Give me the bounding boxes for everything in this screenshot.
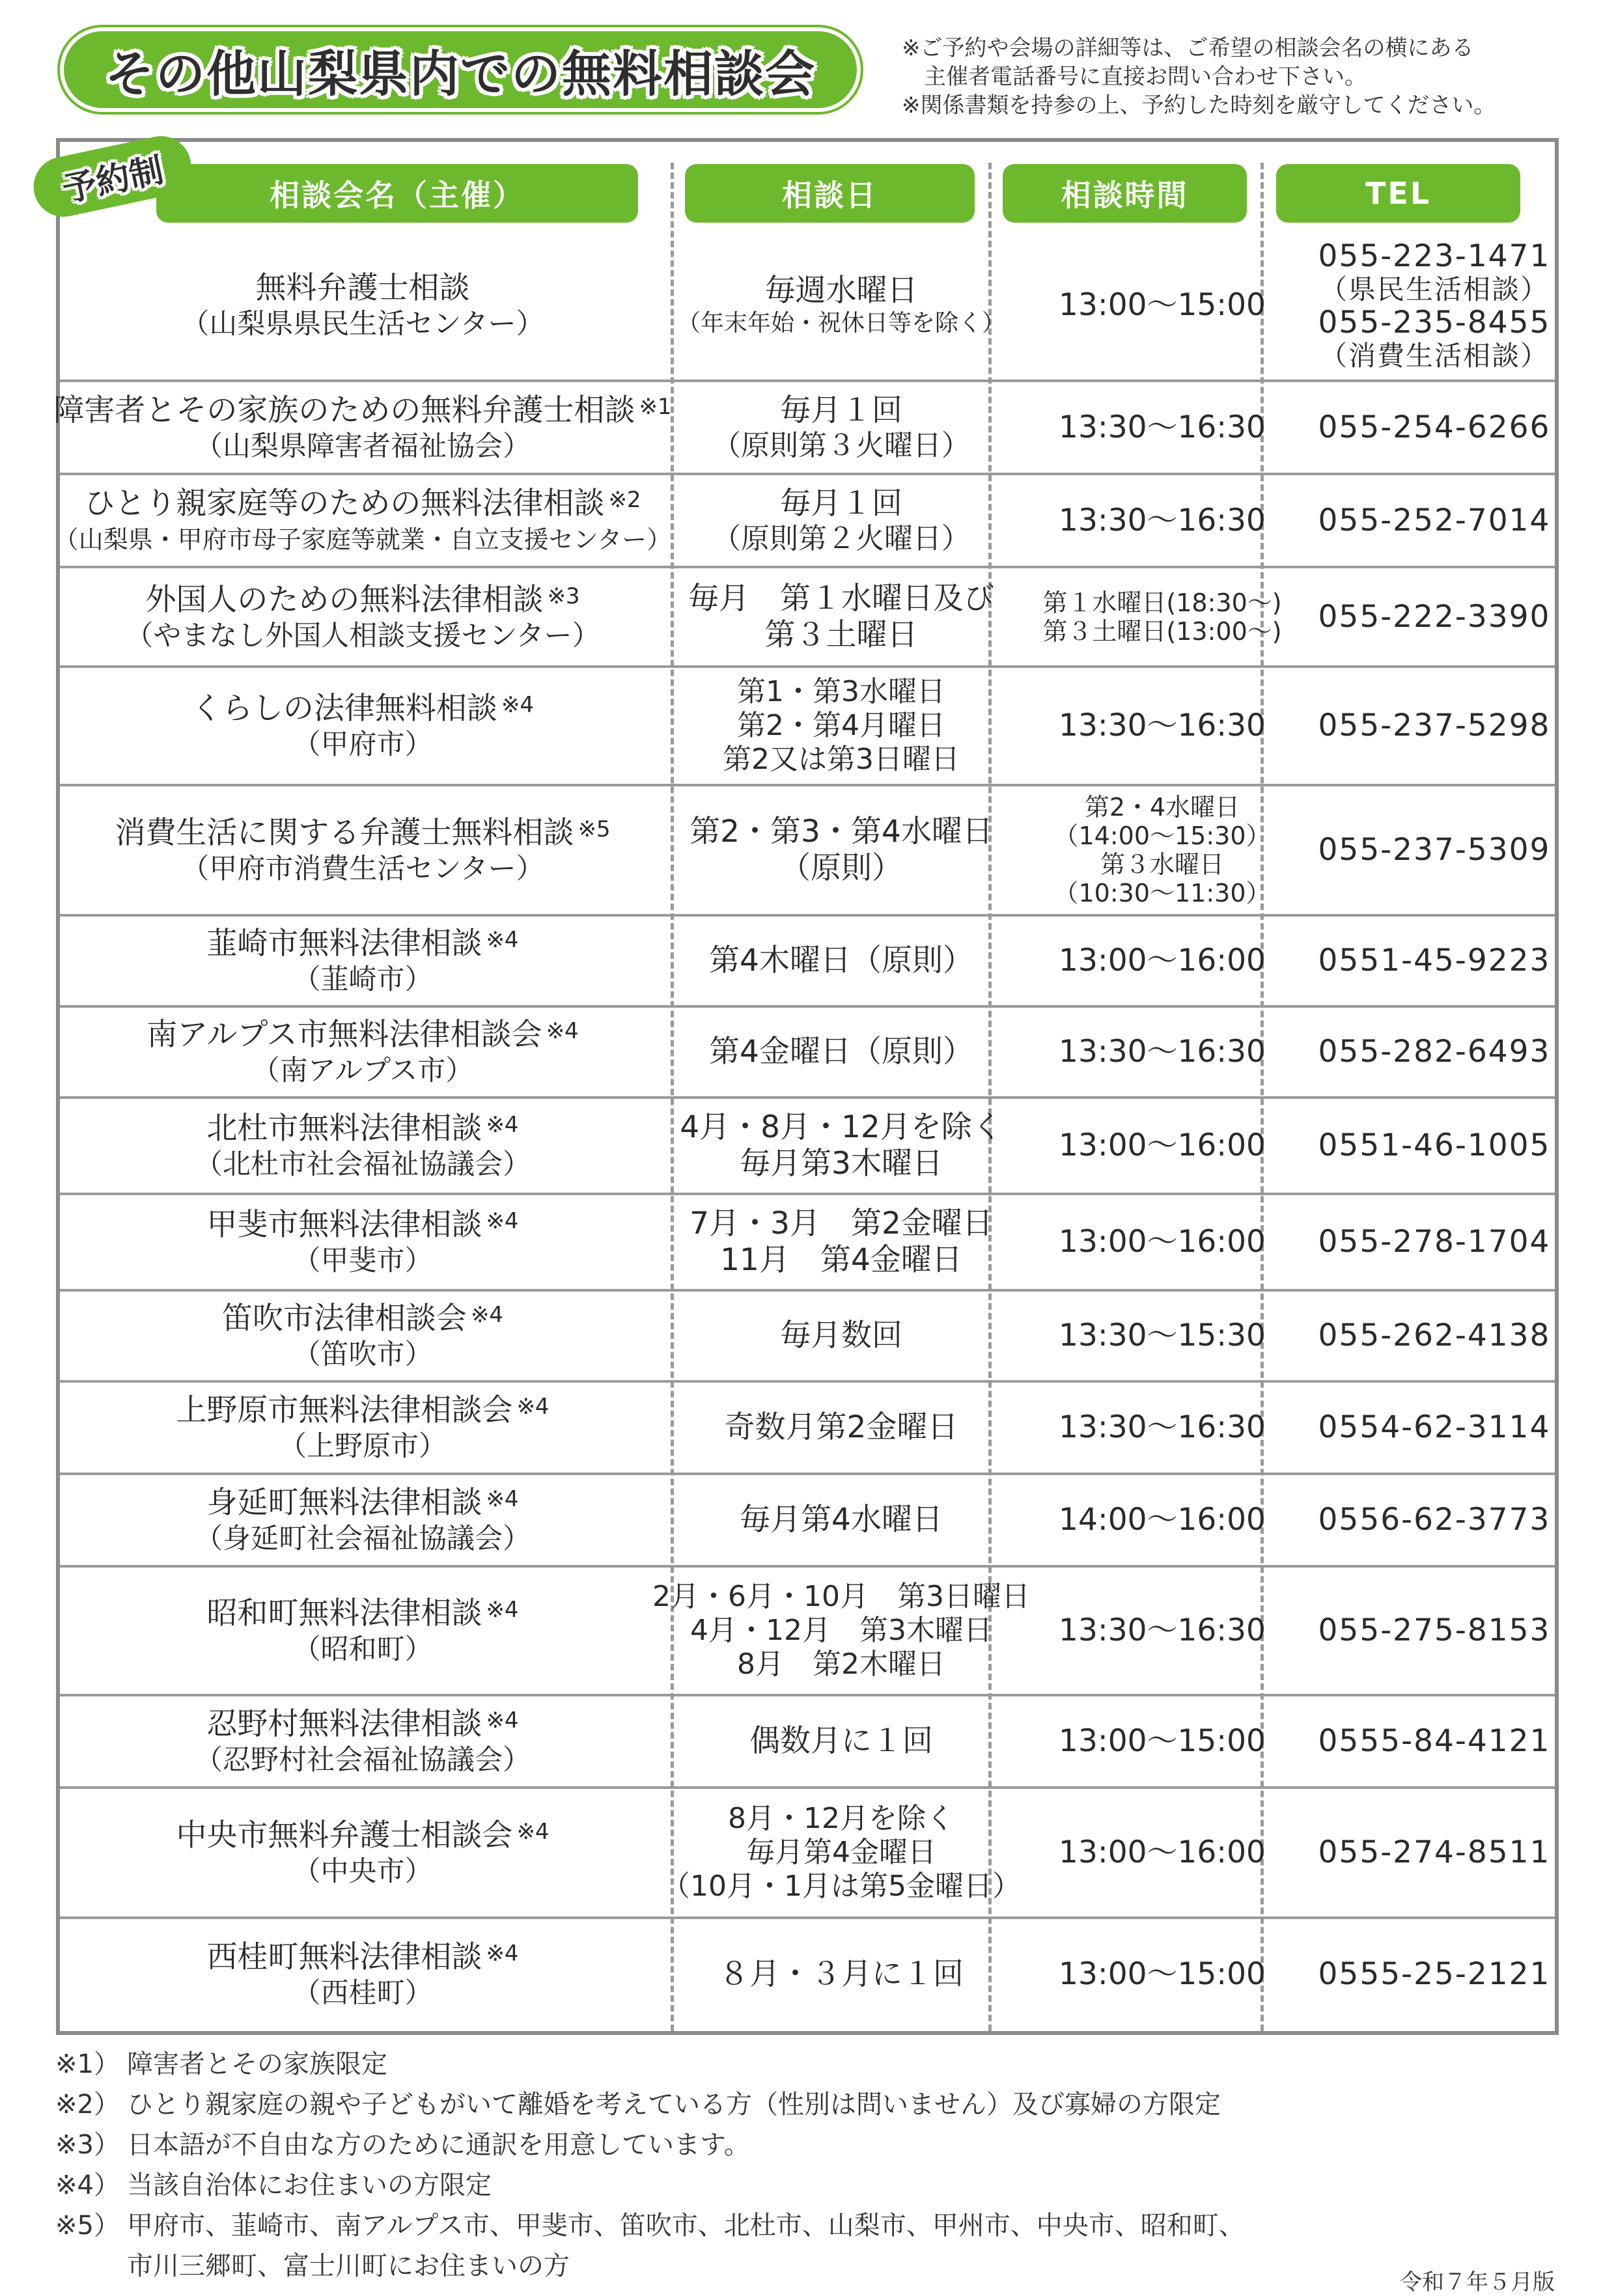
footnote-mark: ※4: [486, 1486, 519, 1512]
date-cell: [672, 382, 1010, 473]
consultation-name-cell: [60, 786, 665, 914]
table-row: [60, 668, 1555, 786]
organizer: （昭和町）: [292, 1633, 433, 1666]
table-row: [60, 786, 1555, 917]
consultation-date: 毎月第4水曜日: [740, 1502, 943, 1538]
consultation-name-cell: [60, 1383, 665, 1473]
phone-number[interactable]: 055-252-7014: [1318, 502, 1551, 538]
footnote: ※2） ひとり親家庭の親や子どもがいて離婚を考えている方（性別は問いません）及び寡婦の方限定: [55, 2090, 1221, 2120]
phone-number[interactable]: 055-274-8511: [1318, 1834, 1551, 1870]
consultation-date: 毎月数回: [780, 1318, 902, 1353]
consultation-name-cell: [53, 475, 672, 566]
consultation-name: 南アルプス市無料法律相談会 $^{※4}$: [146, 1017, 579, 1053]
consultation-date: 4月・8月・12月を除く 毎月第3木曜日: [680, 1109, 1003, 1182]
footnote-mark: ※4: [486, 1112, 519, 1138]
organizer: （中央市）: [292, 1855, 433, 1888]
consultation-date: 毎月１回: [780, 485, 902, 521]
footnotes: [55, 2044, 1605, 2286]
footnote-mark: ※4: [486, 1941, 519, 1967]
consultation-date: 毎週水曜日: [764, 273, 918, 309]
date-cell: [672, 917, 1010, 1005]
organizer: （韮崎市）: [292, 963, 433, 996]
consultation-time: 13:30～16:30: [1059, 1612, 1266, 1648]
phone-number[interactable]: 0551-46-1005: [1318, 1127, 1551, 1163]
table-row: [60, 1475, 1555, 1568]
date-cell: [672, 786, 1010, 914]
consultation-name: ひとり親家庭等のための無料法律相談 $^{※2}$: [84, 485, 641, 521]
tel-cell: [1314, 1383, 1555, 1473]
consultation-name: 身延町無料法律相談 $^{※4}$: [206, 1485, 519, 1521]
time-cell: [1017, 231, 1307, 380]
date-cell: [672, 231, 1010, 380]
consultation-name-cell: [60, 1099, 665, 1193]
time-cell: [1017, 1008, 1307, 1096]
consultation-date: 毎月 第１水曜日及び 第３土曜日: [688, 580, 994, 653]
table-row: [60, 568, 1555, 668]
consultation-time: 14:00～16:00: [1059, 1502, 1266, 1538]
table-row: [60, 1292, 1555, 1383]
phone-number[interactable]: 055-222-3390: [1318, 598, 1551, 635]
footnote: ※3） 日本語が不自由な方のために通訳を用意しています。: [55, 2130, 750, 2160]
date-cell: [672, 1696, 1010, 1786]
date-cell: [672, 1008, 1010, 1096]
consultation-time: 13:00～15:00: [1059, 1723, 1266, 1759]
phone-number[interactable]: 055-275-8153: [1318, 1612, 1551, 1648]
consultation-name: 障害者とその家族のための無料弁護士相談 $^{※1}$: [53, 392, 672, 428]
organizer: （甲斐市）: [292, 1245, 433, 1277]
phone-number[interactable]: 0556-62-3773: [1318, 1502, 1551, 1538]
consultation-time: 13:30～15:30: [1059, 1318, 1266, 1353]
header-time: 相談時間: [1003, 164, 1247, 223]
date-note: （原則第３火曜日）: [712, 428, 970, 462]
consultation-name-cell: [60, 1008, 665, 1096]
consultation-date: 2月・6月・10月 第3日曜日 4月・12月 第3木曜日 8月 第2木曜日: [652, 1580, 1030, 1681]
organizer: （山梨県障害者福祉協会）: [195, 430, 531, 463]
organizer: （西桂町）: [292, 1977, 433, 2010]
time-cell: [1017, 668, 1307, 784]
title-banner: [60, 27, 861, 112]
consultation-date: 7月・3月 第2金曜日 11月 第4金曜日: [690, 1206, 993, 1278]
footnote-mark: ※4: [516, 1819, 550, 1845]
consultation-date: 偶数月に１回: [749, 1723, 933, 1759]
footnote-mark: ※4: [546, 1018, 579, 1044]
time-cell: [1017, 1789, 1307, 1916]
reservation-badge-label: 予約制: [59, 150, 167, 210]
tel-cell: [1314, 1292, 1555, 1380]
consultation-time: 13:30～16:30: [1059, 502, 1266, 538]
consultation-name-cell: [60, 1292, 665, 1380]
phone-note: （消費生活相談）: [1319, 340, 1549, 372]
phone-number[interactable]: 0554-62-3114: [1318, 1409, 1551, 1445]
phone-number[interactable]: 055-262-4138: [1318, 1318, 1551, 1353]
footnote-mark: ※4: [486, 927, 519, 953]
tel-cell: [1314, 917, 1555, 1005]
consultation-time: 13:30～16:30: [1059, 708, 1266, 743]
organizer: （南アルプス市）: [251, 1055, 474, 1087]
footnote: ※5） 甲府市、韮崎市、南アルプス市、甲斐市、笛吹市、北杜市、山梨市、甲州市、中央市、昭和町、: [55, 2211, 1245, 2241]
footnote-mark: ※4: [470, 1302, 504, 1328]
table-row: [60, 1383, 1555, 1475]
time-cell: [1017, 382, 1307, 473]
organizer: （山梨県・甲府市母子家庭等就業・自立支援センター）: [53, 525, 672, 554]
footnote-mark: ※4: [501, 692, 535, 718]
date-cell: [672, 1475, 1010, 1565]
tel-cell: [1314, 1696, 1555, 1786]
phone-note: （県民生活相談）: [1319, 273, 1549, 305]
phone-number[interactable]: 0551-45-9223: [1318, 943, 1551, 978]
phone-number[interactable]: 055-278-1704: [1318, 1224, 1551, 1260]
consultation-name: 上野原市無料法律相談会 $^{※4}$: [176, 1392, 550, 1428]
consultation-name-cell: [60, 917, 665, 1005]
time-cell: [1017, 1696, 1307, 1786]
tel-cell: [1314, 1008, 1555, 1096]
date-note: （原則第２火曜日）: [712, 521, 970, 555]
consultation-time: 13:00～16:00: [1059, 1224, 1266, 1260]
footnote: ※1） 障害者とその家族限定: [55, 2049, 387, 2079]
consultation-name-cell: [60, 1568, 665, 1694]
consultation-date: 第4木曜日（原則）: [709, 943, 973, 978]
table-row: [60, 231, 1555, 382]
table-row: [60, 1789, 1555, 1919]
consultation-date: 奇数月第2金曜日: [724, 1409, 958, 1445]
tel-cell: [1314, 231, 1555, 380]
table-row: [53, 382, 1555, 475]
consultation-name: 甲斐市無料法律相談 $^{※4}$: [206, 1207, 519, 1243]
consultation-name-cell: [60, 568, 665, 665]
footnote-mark: ※5: [578, 816, 611, 842]
consultation-time: 13:30～16:30: [1059, 1409, 1266, 1445]
tel-cell: [1314, 382, 1555, 473]
date-cell: [672, 1292, 1010, 1380]
phone-number[interactable]: 055-237-5309: [1318, 832, 1551, 868]
consultation-name: 無料弁護士相談: [255, 270, 470, 306]
date-cell: [652, 1568, 1030, 1694]
footnote-mark: ※2: [608, 486, 641, 513]
table-row: [60, 1696, 1555, 1789]
consultation-name: 笛吹市法律相談会 $^{※4}$: [221, 1301, 504, 1336]
consultation-date: 毎月１回: [780, 392, 902, 428]
consultation-time: 13:30～16:30: [1059, 1034, 1266, 1070]
time-cell: [1017, 917, 1307, 1005]
footnote: ※4） 当該自治体にお住まいの方限定: [55, 2170, 492, 2200]
consultation-date: 第2・第3・第4水曜日 （原則）: [690, 814, 993, 886]
consultation-name: 忍野村無料法律相談 $^{※4}$: [206, 1706, 519, 1742]
consultation-date: 第1・第3水曜日 第2・第4月曜日 第2又は第3日曜日: [723, 675, 960, 776]
phone-number[interactable]: 055-235-8455: [1318, 305, 1551, 340]
time-cell: [1017, 1292, 1307, 1380]
table-row: [60, 1099, 1555, 1195]
time-cell: [1017, 786, 1307, 914]
consultation-time: 13:00～15:00: [1059, 287, 1266, 323]
footnote-mark: ※1: [639, 393, 672, 420]
time-cell: [1017, 1919, 1307, 2030]
header-tel: TEL: [1276, 164, 1520, 223]
time-cell: [1017, 568, 1307, 665]
table-row: [60, 1195, 1555, 1292]
organizer: （甲府市消費生活センター）: [181, 853, 544, 885]
consultation-name: 韮崎市無料法律相談 $^{※4}$: [206, 926, 519, 961]
time-cell: [1017, 1099, 1307, 1193]
consultation-time: 13:00～16:00: [1059, 1127, 1266, 1163]
header-date: 相談日: [685, 164, 975, 223]
date-cell: [662, 1789, 1021, 1916]
header-name: 相談会名（主催）: [156, 164, 638, 223]
tel-cell: [1314, 1475, 1555, 1565]
consultation-name: 西桂町無料法律相談 $^{※4}$: [206, 1939, 519, 1975]
phone-number[interactable]: 0555-25-2121: [1318, 1956, 1551, 1992]
tel-cell: [1314, 1195, 1555, 1289]
date-cell: [672, 475, 1010, 566]
organizer: （上野原市）: [279, 1430, 447, 1463]
date-cell: [672, 568, 1010, 665]
time-cell: [1017, 1568, 1307, 1694]
tel-cell: [1314, 1919, 1555, 2030]
table-row: [60, 1568, 1555, 1696]
organizer: （北杜市社会福祉協議会）: [195, 1148, 531, 1181]
consultation-name: 消費生活に関する弁護士無料相談 $^{※5}$: [115, 815, 611, 851]
footnote-mark: ※4: [486, 1208, 519, 1234]
top-notes: [902, 34, 1605, 120]
consultation-time: 13:30～16:30: [1059, 409, 1266, 445]
consultation-name-cell: [60, 1789, 665, 1916]
phone-number[interactable]: 055-282-6493: [1318, 1034, 1551, 1070]
consultation-date: ８月・３月に１回: [719, 1956, 964, 1992]
consultation-name: 中央市無料弁護士相談会 $^{※4}$: [176, 1818, 550, 1853]
table-row: [60, 1008, 1555, 1099]
time-cell: [1017, 1475, 1307, 1565]
consultation-name-cell: [60, 1919, 665, 2030]
organizer: （笛吹市）: [292, 1338, 433, 1371]
date-cell: [672, 1383, 1010, 1473]
page-title: その他山梨県内での無料相談会: [105, 44, 816, 103]
organizer: （甲府市）: [292, 728, 433, 761]
footnote-mark: ※4: [486, 1708, 519, 1734]
consultation-time: 第2・4水曜日 （14:00～15:30） 第３水曜日 （10:30～11:30）: [1053, 793, 1271, 907]
top-note: ※関係書類を持参の上、予約した時刻を厳守してください。: [902, 92, 1496, 118]
consultation-name: 外国人のための無料法律相談 $^{※3}$: [145, 581, 580, 618]
tel-cell: [1314, 1099, 1555, 1193]
consultation-name-cell: [60, 1195, 665, 1289]
consultation-name-cell: [60, 231, 665, 380]
tel-cell: [1314, 1789, 1555, 1916]
time-cell: [1017, 1195, 1307, 1289]
table-row: [60, 1919, 1555, 2030]
footnote-mark: ※4: [516, 1394, 550, 1420]
tel-cell: [1314, 786, 1555, 914]
date-note: （年末年始・祝休日等を除く）: [676, 310, 1005, 337]
top-note: 主催者電話番号に直接お問い合わせ下さい。: [924, 64, 1367, 90]
phone-number[interactable]: 055-223-1471: [1318, 238, 1551, 274]
consultation-name-cell: [60, 1696, 665, 1786]
consultation-name: 北杜市無料法律相談 $^{※4}$: [206, 1111, 519, 1146]
date-cell: [672, 1099, 1010, 1193]
organizer: （やまなし外国人相談支援センター）: [125, 619, 600, 652]
consultation-time: 第１水曜日(18:30～) 第３土曜日(13:00～): [1042, 588, 1282, 646]
date-cell: [672, 1919, 1010, 2030]
phone-number[interactable]: 055-237-5298: [1318, 708, 1551, 743]
table-row: [60, 917, 1555, 1008]
consultation-name: 昭和町無料法律相談 $^{※4}$: [206, 1596, 519, 1631]
footnote-mark: ※4: [486, 1597, 519, 1623]
footnote-mark: ※3: [547, 583, 580, 609]
tel-cell: [1314, 668, 1555, 784]
tel-cell: [1314, 1568, 1555, 1694]
phone-number[interactable]: 0555-84-4121: [1318, 1723, 1551, 1759]
top-note: ※ご予約や会場の詳細等は、ご希望の相談会名の横にある: [902, 35, 1474, 61]
consultation-name-cell: [60, 1475, 665, 1565]
consultation-name: くらしの法律無料相談 $^{※4}$: [191, 691, 535, 726]
table-row: [53, 475, 1555, 568]
organizer: （身延町社会福祉協議会）: [195, 1523, 531, 1555]
date-cell: [672, 668, 1010, 784]
tel-cell: [1314, 475, 1555, 566]
consultation-date: 第4金曜日（原則）: [709, 1034, 973, 1070]
consultation-name-cell: [53, 382, 672, 473]
footnote-continued: 市川三郷町、富士川町にお住まいの方: [127, 2251, 570, 2281]
tel-cell: [1314, 568, 1555, 665]
consultation-date: 8月・12月を除く 毎月第4金曜日 （10月・1月は第5金曜日）: [662, 1802, 1021, 1903]
time-cell: [1017, 475, 1307, 566]
consultation-name-cell: [60, 668, 665, 784]
consultation-time: 13:00～16:00: [1059, 943, 1266, 978]
organizer: （忍野村社会福祉協議会）: [195, 1744, 531, 1777]
organizer: （山梨県県民生活センター）: [181, 308, 544, 340]
edition-label: 令和７年５月版: [1400, 2269, 1555, 2295]
phone-number[interactable]: 055-254-6266: [1318, 409, 1551, 445]
time-cell: [1017, 1383, 1307, 1473]
consultation-time: 13:00～16:00: [1059, 1834, 1266, 1870]
date-cell: [672, 1195, 1010, 1289]
consultation-time: 13:00～15:00: [1059, 1956, 1266, 1992]
